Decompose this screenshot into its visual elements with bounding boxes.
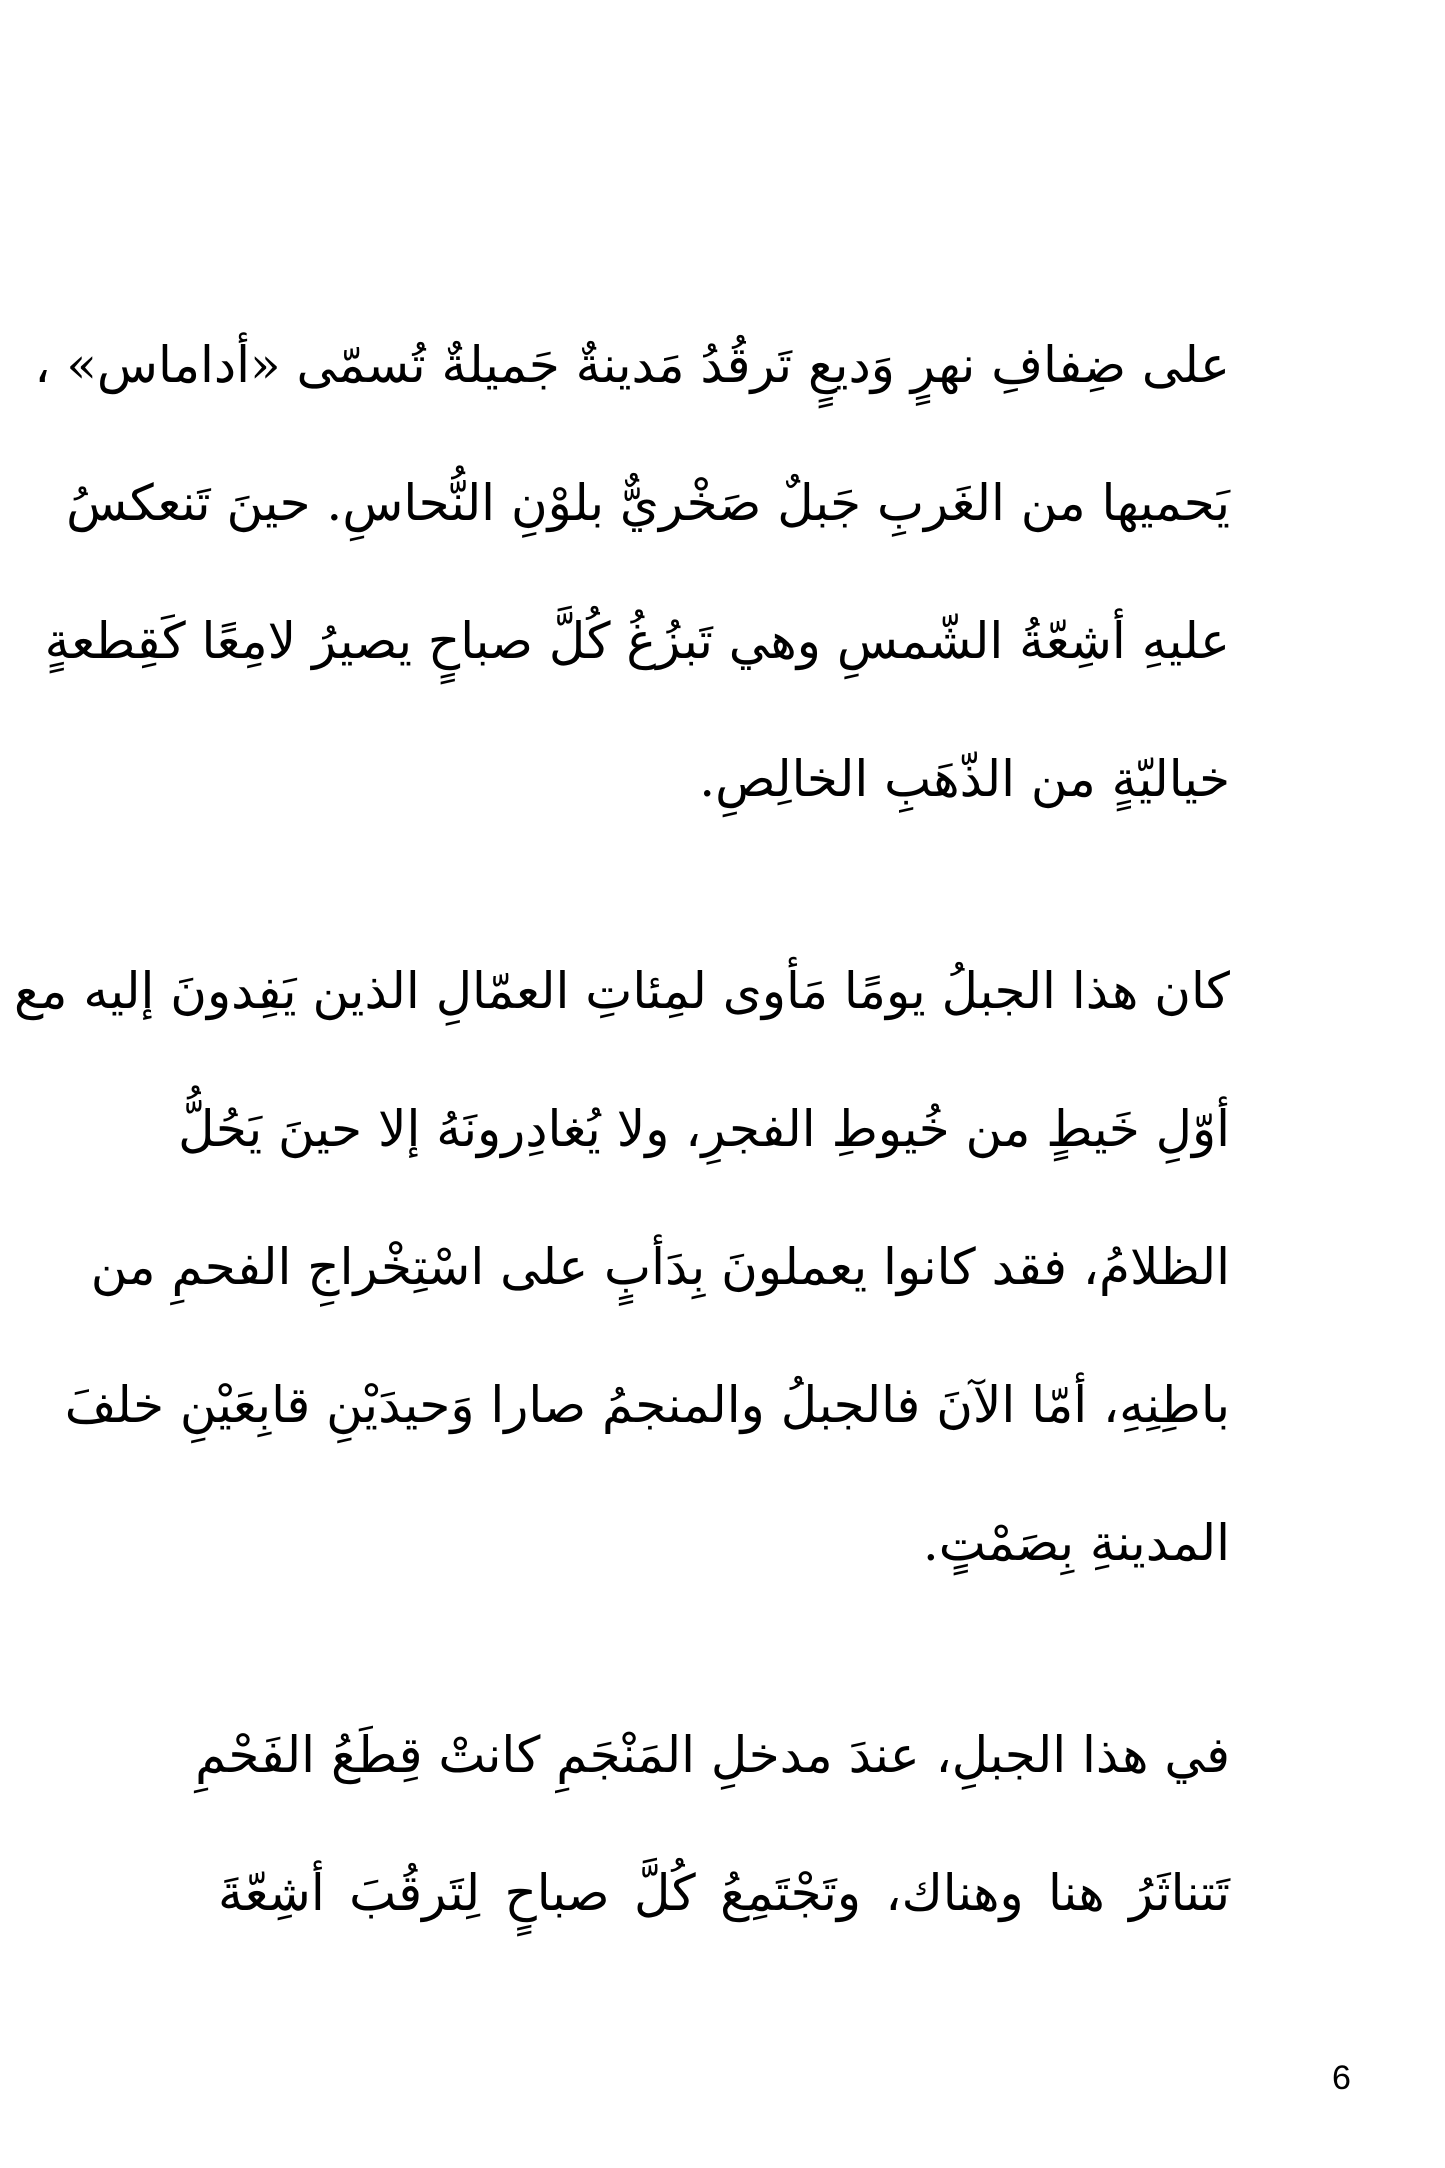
- text-line: في هذا الجبلِ، عندَ مدخلِ المَنْجَمِ كانتْ قِطَعُ الفَحْمِ: [195, 1726, 1230, 1784]
- text-line: خياليّةٍ من الذّهَبِ الخالِصِ.: [699, 750, 1230, 808]
- text-line: المدينةِ بِصَمْتٍ.: [922, 1514, 1230, 1572]
- paragraph-1: [34, 296, 1230, 848]
- text-line: عليهِ أشِعّةُ الشّمسِ وهي تَبزُغُ كُلَّ صباحٍ يصيرُ لامِعًا كَقِطعةٍ: [44, 612, 1230, 670]
- text-line: على ضِفافِ نهرٍ وَديعٍ تَرقُدُ مَدينةٌ جَميلةٌ تُسمّى «أداماس» ،: [34, 336, 1230, 394]
- text-line: كان هذا الجبلُ يومًا مَأوى لمِئاتِ العمّالِ الذين يَفِدونَ إليه مع: [14, 962, 1230, 1020]
- text-line: باطِنِهِ، أمّا الآنَ فالجبلُ والمنجمُ صارا وَحيدَيْنِ قابِعَيْنِ خلفَ: [64, 1376, 1230, 1434]
- text-line: تَتناثَرُ هنا وهناك، وتَجْتَمِعُ كُلَّ صباحٍ لِتَرقُبَ أشِعّةَ: [218, 1864, 1230, 1922]
- text-line: الظلامُ، فقد كانوا يعملونَ بِدَأبٍ على اسْتِخْراجِ الفحمِ من: [90, 1238, 1230, 1296]
- paragraph-3: [195, 1686, 1230, 1962]
- text-line: أوّلِ خَيطٍ من خُيوطِ الفجرِ، ولا يُغادِرونَهُ إلا حينَ يَحُلُّ: [178, 1100, 1230, 1158]
- page-number: 6: [1332, 2059, 1351, 2097]
- text-line: يَحميها من الغَربِ جَبلٌ صَخْريٌّ بلوْنِ النُّحاسِ. حينَ تَنعكسُ: [66, 474, 1230, 532]
- story-text: [14, 296, 1230, 2036]
- paragraph-2: [14, 922, 1230, 1612]
